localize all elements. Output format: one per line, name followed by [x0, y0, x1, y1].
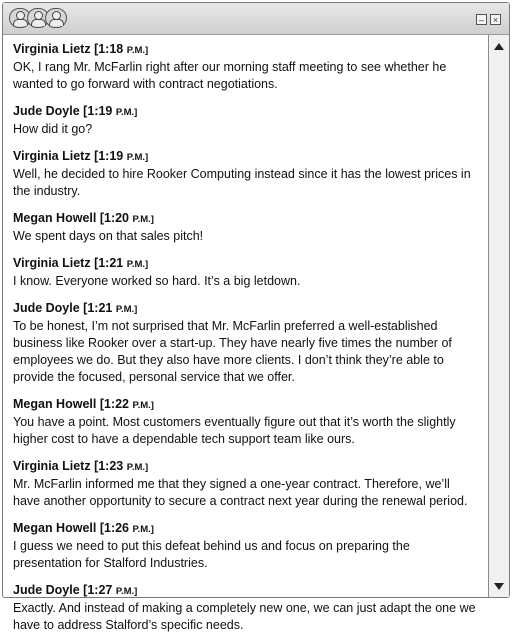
- chat-message: [13, 148, 477, 200]
- message-time-suffix: P.M.]: [126, 462, 149, 473]
- message-time: [1:23: [94, 459, 127, 473]
- sender-name: Virginia Lietz: [13, 256, 91, 270]
- scrollbar[interactable]: [488, 35, 509, 597]
- message-header: [13, 520, 477, 538]
- arrow-up-icon: [494, 43, 504, 50]
- sender-name: Jude Doyle: [13, 104, 80, 118]
- scroll-down-button[interactable]: [489, 577, 509, 595]
- message-time-suffix: P.M.]: [115, 586, 138, 597]
- title-bar: [3, 3, 509, 35]
- message-text: You have a point. Most customers eventually figure out that it’s worth the slightly higher cost to have a dependable tech support team like ours.: [13, 415, 456, 446]
- message-header: [13, 210, 477, 228]
- chat-message: [13, 582, 477, 634]
- message-time: [1:19: [94, 149, 127, 163]
- chat-message: [13, 255, 477, 290]
- chat-message: [13, 396, 477, 448]
- message-header: [13, 41, 477, 59]
- message-time-suffix: P.M.]: [132, 524, 154, 535]
- message-time-suffix: P.M.]: [126, 45, 149, 56]
- chat-message: [13, 103, 477, 138]
- chat-window: [2, 2, 510, 632]
- sender-name: Megan Howell: [13, 521, 97, 535]
- message-time: [1:26: [99, 521, 133, 535]
- message-time: [1:20: [99, 211, 133, 225]
- chat-message: [13, 210, 477, 245]
- message-text: To be honest, I’m not surprised that Mr. McFarlin preferred a well-established business like Rooker over a start-up. They have nearly five times the number of employees we do. But they also have more clients. I don’t think they’re able to provide the focused, personal service that we offer.: [13, 319, 452, 384]
- sender-name: Jude Doyle: [13, 301, 80, 315]
- sender-name: Megan Howell: [13, 397, 97, 411]
- message-time-suffix: P.M.]: [115, 304, 138, 315]
- minimize-button[interactable]: –: [476, 14, 487, 25]
- message-time-suffix: P.M.]: [115, 107, 138, 118]
- sender-name: Megan Howell: [13, 211, 97, 225]
- message-time: [1:21: [83, 301, 116, 315]
- message-text: Well, he decided to hire Rooker Computing instead since it has the lowest prices in the industry.: [13, 167, 471, 198]
- message-header: [13, 300, 477, 318]
- message-text: OK, I rang Mr. McFarlin right after our morning staff meeting to see whether he wanted to go forward with contract negotiations.: [13, 60, 447, 91]
- chat-log: [3, 35, 487, 632]
- message-text: How did it go?: [13, 122, 93, 136]
- message-header: [13, 148, 477, 166]
- sender-name: Virginia Lietz: [13, 149, 91, 163]
- window-controls: [476, 14, 501, 25]
- message-text: I know. Everyone worked so hard. It’s a big letdown.: [13, 274, 301, 288]
- message-text: Mr. McFarlin informed me that they signed a one-year contract. Therefore, we’ll have another opportunity to secure a contract next year during the renewal period.: [13, 477, 468, 508]
- message-time-suffix: P.M.]: [126, 259, 149, 270]
- chat-message: [13, 520, 477, 572]
- sender-name: Virginia Lietz: [13, 459, 91, 473]
- chat-message: [13, 458, 477, 510]
- chat-message: [13, 41, 477, 93]
- arrow-down-icon: [494, 583, 504, 590]
- message-time: [1:22: [99, 397, 133, 411]
- sender-name: Virginia Lietz: [13, 42, 91, 56]
- message-text: We spent days on that sales pitch!: [13, 229, 204, 243]
- sender-name: Jude Doyle: [13, 583, 80, 597]
- chat-message: [13, 300, 477, 386]
- user-icon[interactable]: [45, 8, 67, 28]
- message-header: [13, 396, 477, 414]
- scroll-up-button[interactable]: [489, 37, 509, 55]
- close-button[interactable]: ×: [490, 14, 501, 25]
- message-time: [1:27: [83, 583, 116, 597]
- message-time: [1:19: [83, 104, 116, 118]
- participants-group: [9, 8, 63, 28]
- message-header: [13, 458, 477, 476]
- message-header: [13, 255, 477, 273]
- message-header: [13, 582, 477, 600]
- message-time-suffix: P.M.]: [132, 214, 154, 225]
- message-text: I guess we need to put this defeat behind us and focus on preparing the presentation for Stalford Industries.: [13, 539, 410, 570]
- message-time-suffix: P.M.]: [132, 400, 154, 411]
- message-header: [13, 103, 477, 121]
- message-time-suffix: P.M.]: [126, 152, 149, 163]
- message-time: [1:18: [94, 42, 127, 56]
- message-text: Exactly. And instead of making a completely new one, we can just adapt the one we have to address Stalford’s specific needs.: [13, 601, 476, 632]
- message-time: [1:21: [94, 256, 127, 270]
